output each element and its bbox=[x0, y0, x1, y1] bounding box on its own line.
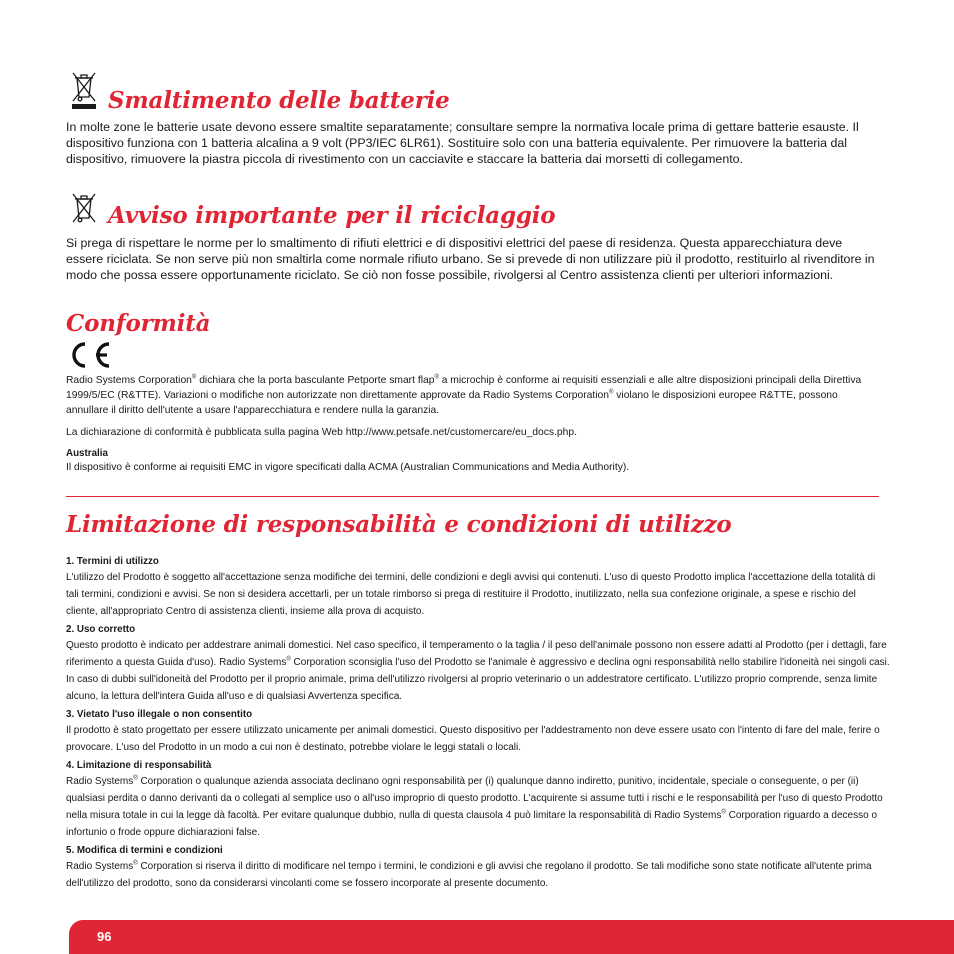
term-5-text: Radio Systems® Corporation si riserva il diritto di modificare nel tempo i termini, le condizioni e gli avvisi che regolano il prodotto. Se tali modifiche sono state notificate all'utente prima dell'utilizzo del prodotto, sono da considerarsi vincolanti come se fossero incorporate al presente documento. bbox=[66, 860, 872, 889]
recycling-text: Si prega di rispettare le norme per lo smaltimento di rifiuti elettrici e di dispositivi elettrici del paese di residenza. Questa apparecchiatura deve essere riciclata. Se non serve più non smaltirla come normale rifiuto urbano. Se si prevede di non utilizzare più il prodotto, restituirlo al rivenditore in modo che possa essere opportunamente riciclato. Se ciò non fosse possibile, rivolgersi al Centro assistenza clienti per ulteriori informazioni. bbox=[66, 236, 875, 282]
recycling-title: Avviso importante per il riciclaggio bbox=[108, 202, 556, 229]
registered-mark: ® bbox=[133, 775, 138, 782]
registered-mark: ® bbox=[191, 374, 197, 381]
conformity-web-statement: La dichiarazione di conformità è pubblicata sulla pagina Web http://www.petsafe.net/customercare/eu_docs.php. bbox=[66, 427, 577, 438]
ce-mark-icon bbox=[66, 340, 114, 370]
weee-bin-icon bbox=[70, 191, 98, 223]
term-2-heading: 2. Uso corretto bbox=[66, 624, 136, 635]
term-5-heading: 5. Modifica di termini e condizioni bbox=[66, 845, 223, 856]
term-1-heading: 1. Termini di utilizzo bbox=[66, 556, 159, 567]
registered-mark: ® bbox=[608, 389, 614, 396]
term-2-text: Questo prodotto è indicato per addestrare animali domestici. Nel caso specifico, il temperamento o la taglia / il peso dell'animale possono non essere adatti al Prodotto (per i dettagli, fare riferimento a questa Guida d'uso). Radio Systems® Corporation sconsiglia l'uso del Prodotto se l'animale è aggressivo e declina ogni responsabilità nello stabilire l'idoneità nei singoli casi. In caso di dubbi sull'idoneità del Prodotto per il proprio animale, prima dell'utilizzo rivolgersi al proprio veterinario o un addestratore certificato. L'utilizzo proprio comprende, senza limite alcuno, la lettura dell'intera Guida all'uso e di qualsiasi Avvertenza specifica. bbox=[66, 640, 890, 702]
registered-mark: ® bbox=[721, 809, 726, 816]
liability-title: Limitazione di responsabilità e condizioni di utilizzo bbox=[66, 511, 732, 538]
liability-terms bbox=[66, 554, 890, 892]
registered-mark: ® bbox=[133, 860, 138, 867]
term-4-text: Radio Systems® Corporation o qualunque azienda associata declinano ogni responsabilità per (i) qualunque danno indiretto, punitivo, incidentale, speciale o conseguente, o per (ii) qualsiasi perdita o danno derivanti da o collegati al semplice uso o all'uso improprio di questo prodotto. L'acquirente si assume tutti i rischi e le responsabilità per l'uso di questo Prodotto nella misura totale in cui la legge dà facoltà. Per evitare qualunque dubbio, nulla di questa clausola 4 può limitare la responsabilità di Radio Systems® Corporation riguardo a decesso o infortunio o frode oppure dichiarazioni false. bbox=[66, 775, 883, 838]
battery-disposal-title: Smaltimento delle batterie bbox=[108, 87, 450, 114]
term-1-text: L'utilizzo del Prodotto è soggetto all'accettazione senza modifiche dei termini, delle condizioni e degli avvisi qui contenuti. L'uso di questo Prodotto implica l'accettazione della totalità di tali termini, condizioni e avvisi. Se non si desidera accettarli, per un totale rimborso si prega di restituire il Prodotto, inutilizzato, nella sua confezione originale, a spese e rischio del cliente, all'appropriato Centro di assistenza clienti, insieme alla prova di acquisto. bbox=[66, 572, 876, 617]
conformity-declaration: Radio Systems Corporation® dichiara che la porta basculante Petporte smart flap® a microchip è conforme ai requisiti essenziali e alle altre disposizioni principali della Direttiva 1999/5/EC (R&TTE). Variazioni o modifiche non autorizzate non direttamente approvate da Radio Systems Corporation® violano le disposizioni europee R&TTE, possono annullare il diritto dell'utente a usare l'apparecchiatura e rendere nulla la garanzia. bbox=[66, 374, 862, 416]
term-4-heading: 4. Limitazione di responsabilità bbox=[66, 760, 212, 771]
section-divider bbox=[66, 496, 879, 497]
registered-mark: ® bbox=[434, 374, 439, 381]
australia-text: Il dispositivo è conforme ai requisiti EMC in vigore specificati dalla ACMA (Australian Communications and Media Authority). bbox=[66, 462, 630, 473]
battery-disposal-text: In molte zone le batterie usate devono essere smaltite separatamente; consultare sempre la normativa locale prima di gettare batterie esauste. Il dispositivo funziona con 1 batteria alcalina a 9 volt (PP3/IEC 6LR61). Sostituire solo con una batteria equivalente. Per rimuovere la batteria dal dispositivo, rimuovere la piastra piccola di rivestimento con un cacciavite e staccare la batteria dai morsetti di collegamento. bbox=[66, 120, 859, 166]
conformity-title: Conformità bbox=[66, 310, 211, 337]
term-3-heading: 3. Vietato l'uso illegale o non consentito bbox=[66, 709, 253, 720]
page-footer-bar bbox=[69, 920, 954, 954]
registered-mark: ® bbox=[286, 656, 291, 663]
term-3-text: Il prodotto è stato progettato per essere utilizzato unicamente per animali domestici. Questo dispositivo per l'addestramento non deve essere usato con l'intento di fare del male, ferire o provocare. L'uso del Prodotto in un modo a cui non è destinato, potrebbe violare le leggi statali o locali. bbox=[66, 725, 880, 753]
weee-battery-icon bbox=[70, 70, 98, 110]
page-number: 96 bbox=[97, 929, 112, 944]
australia-heading: Australia bbox=[66, 448, 108, 459]
